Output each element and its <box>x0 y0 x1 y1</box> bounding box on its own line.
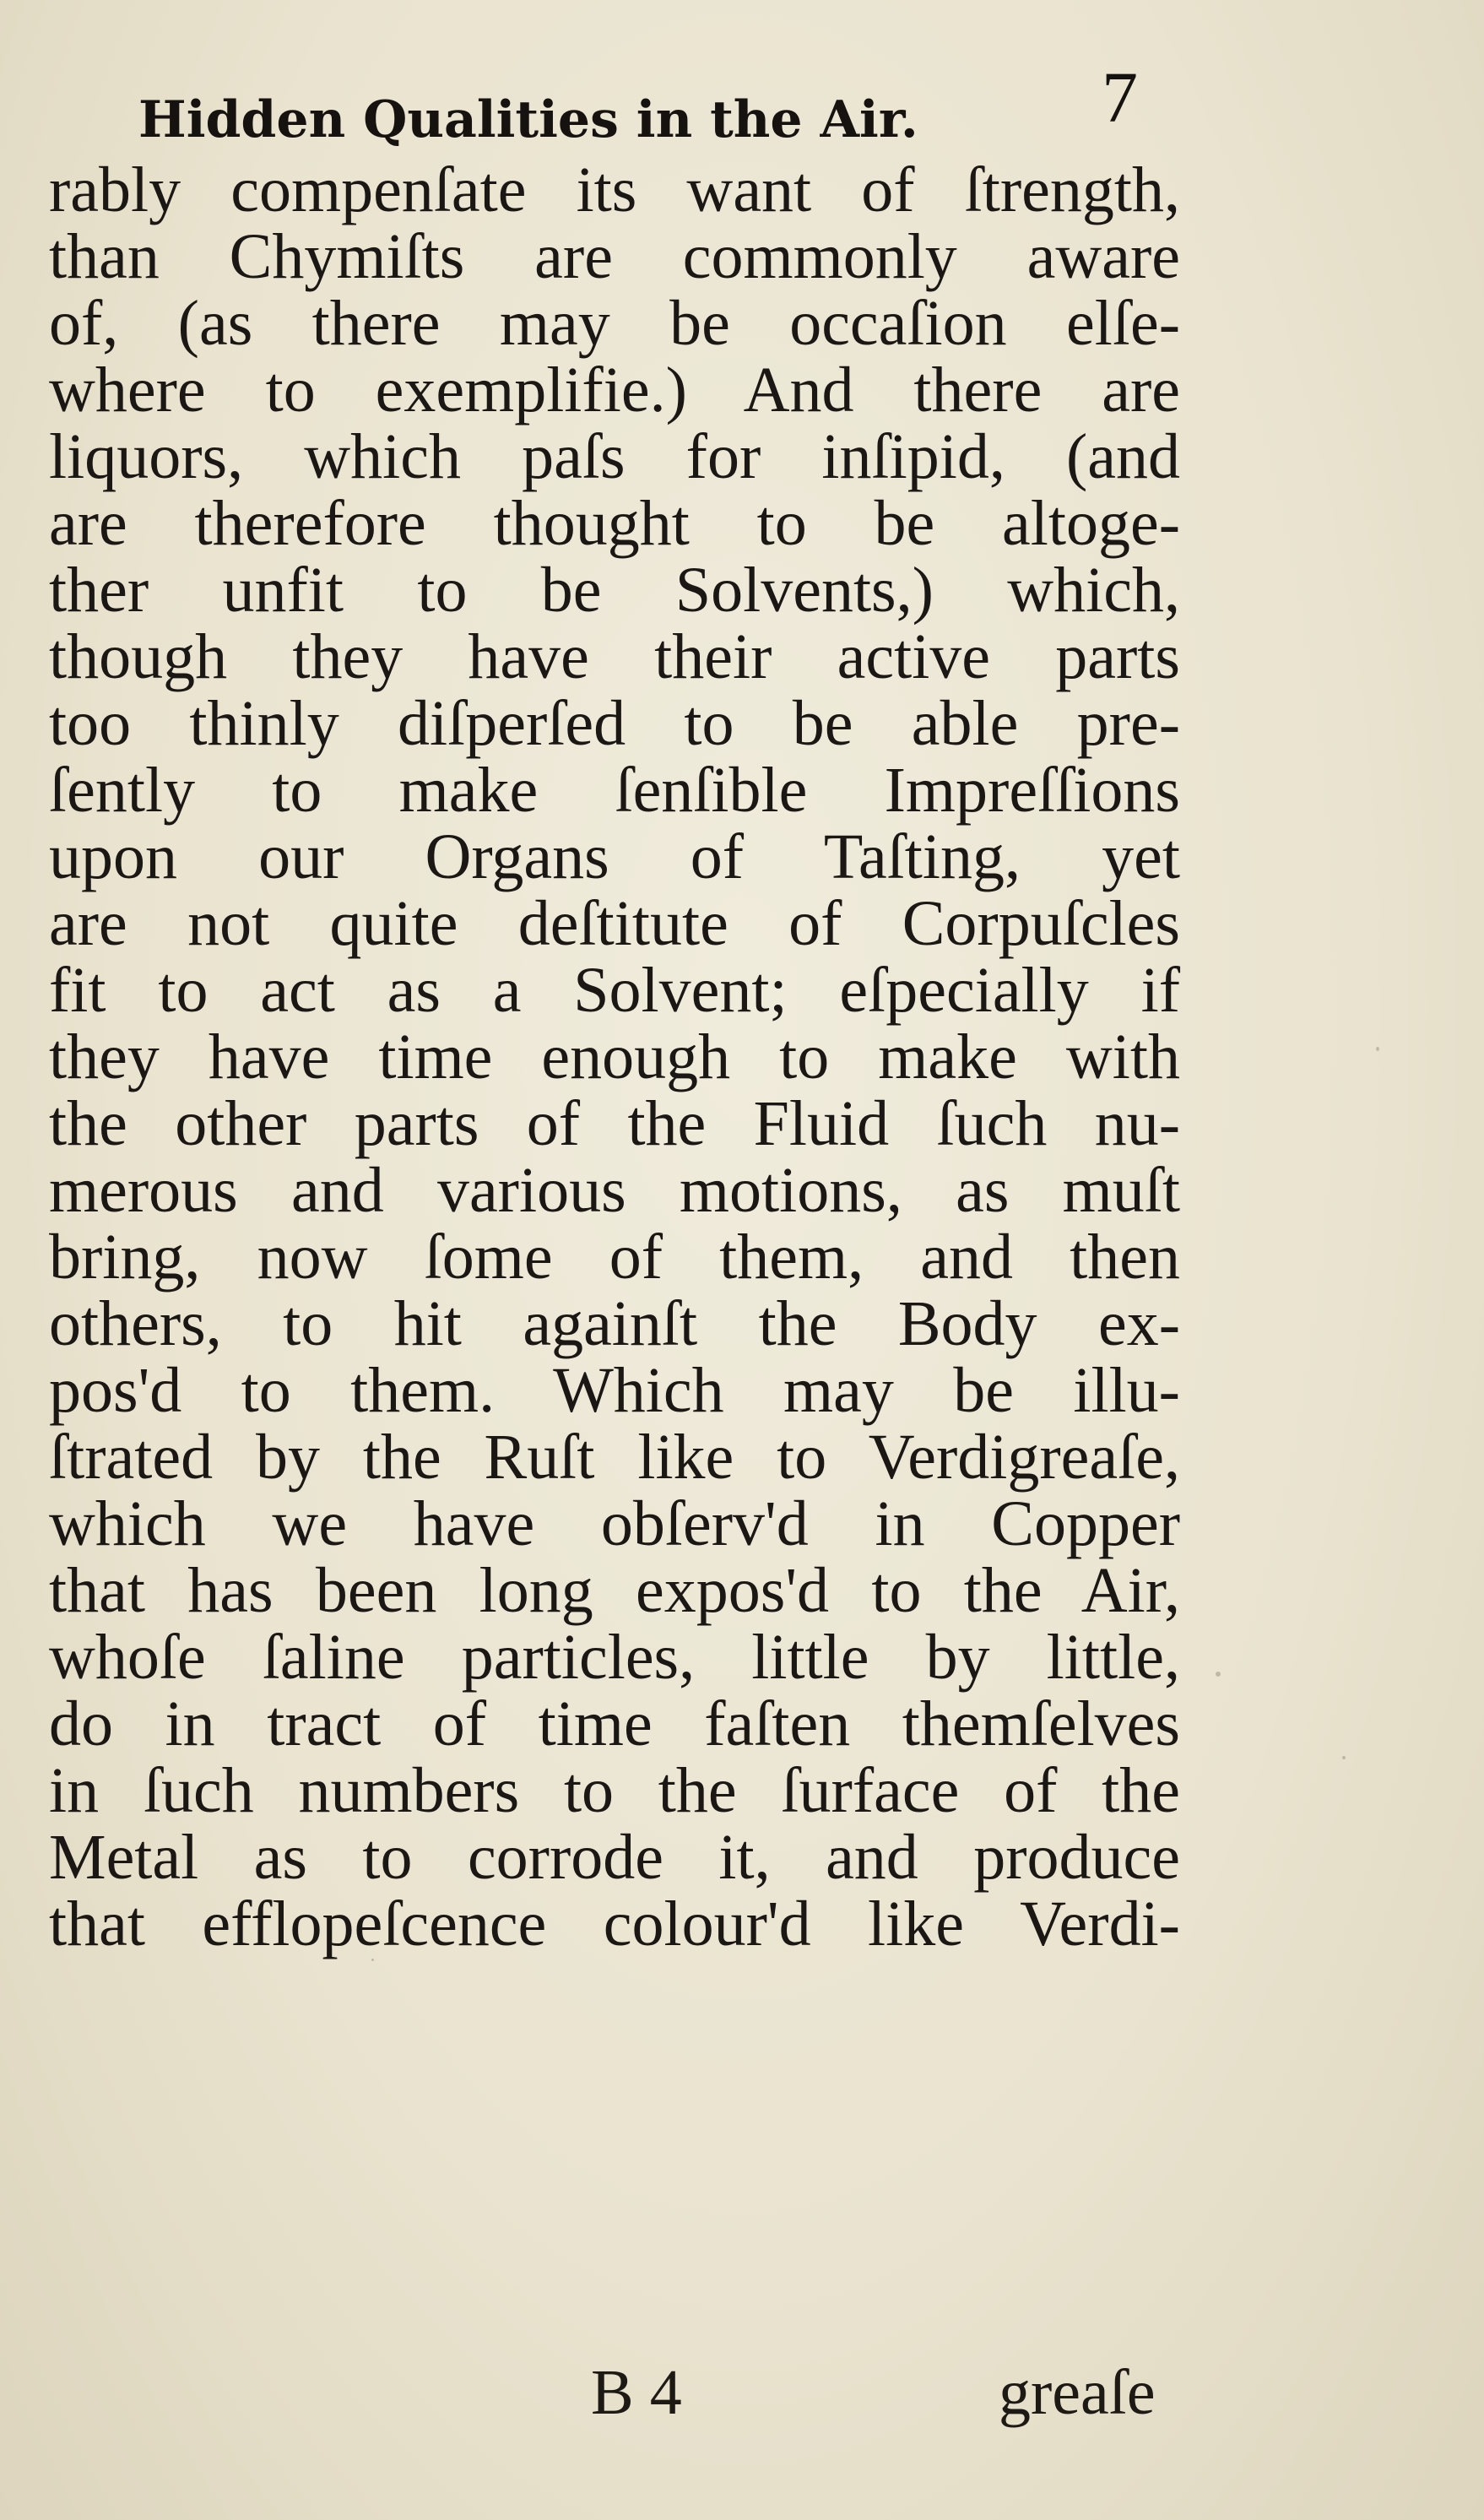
text-line: pos'd to them. Which may be illu- <box>49 1355 1180 1426</box>
text-line: liquors, which paſs for inſipid, (and <box>49 421 1180 492</box>
paper-speck <box>1376 1047 1379 1051</box>
text-line: Metal as to corrode it, and produce <box>49 1822 1180 1893</box>
text-line: others, to hit againſt the Body ex- <box>49 1288 1180 1359</box>
text-line: ther unfit to be Solvents,) which, <box>49 555 1180 626</box>
text-line: than Chymiſts are commonly aware <box>49 221 1180 292</box>
text-line: which we have obſerv'd in Copper <box>49 1488 1180 1559</box>
text-line: the other parts of the Fluid ſuch nu- <box>49 1088 1180 1159</box>
catchword: greaſe <box>999 2357 1156 2428</box>
text-line: ſtrated by the Ruſt like to Verdigreaſe, <box>49 1422 1180 1493</box>
text-line: do in tract of time faſten themſelves <box>49 1688 1180 1759</box>
text-line: rably compenſate its want of ſtrength, <box>49 154 1180 225</box>
paper-speck <box>1342 1756 1346 1759</box>
text-line: merous and various motions, as muſt <box>49 1155 1180 1226</box>
running-title: Hidden Qualities in the Air. <box>138 90 918 149</box>
text-line: of, (as there may be occaſion elſe- <box>49 288 1180 359</box>
signature-mark: B 4 <box>591 2357 682 2428</box>
text-line: too thinly diſperſed to be able pre- <box>49 688 1180 759</box>
page-number: 7 <box>1102 57 1138 138</box>
text-line: upon our Organs of Taſting, yet <box>49 821 1180 892</box>
body-text <box>49 154 1180 1959</box>
text-line: bring, now ſome of them, and then <box>49 1222 1180 1293</box>
text-line: ſently to make ſenſible Impreſſions <box>49 755 1180 826</box>
text-line: whoſe ſaline particles, little by little, <box>49 1622 1180 1693</box>
text-line: they have time enough to make with <box>49 1022 1180 1092</box>
text-line: are therefore thought to be altoge- <box>49 488 1180 559</box>
text-line: though they have their active parts <box>49 621 1180 692</box>
text-line: that efflореſcence colour'd like Verdi- <box>49 1889 1180 1959</box>
paper-speck <box>371 1959 374 1961</box>
text-line: are not quite deſtitute of Corpuſcles <box>49 888 1180 959</box>
text-line: in ſuch numbers to the ſurface of the <box>49 1755 1180 1826</box>
text-line: that has been long expos'd to the Air, <box>49 1555 1180 1626</box>
page-footer <box>0 2357 1484 2444</box>
text-line: where to exemplifie.) And there are <box>49 355 1180 425</box>
text-line: fit to act as a Solvent; eſpecially if <box>49 955 1180 1026</box>
paper-speck <box>1216 1672 1221 1677</box>
running-head <box>138 44 1194 149</box>
